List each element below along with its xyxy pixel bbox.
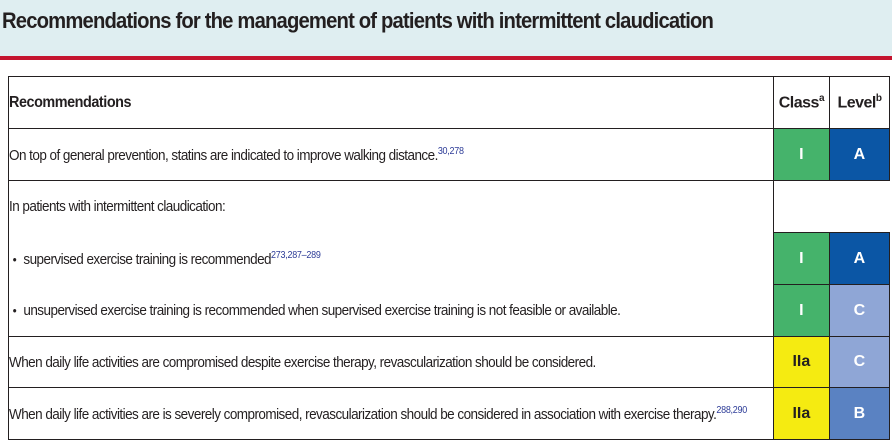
reference-link[interactable]: 288,290: [716, 404, 747, 416]
recommendation-text: When daily life activities are compromised despite exercise therapy, revascularization should be considered.: [9, 337, 774, 388]
bullet-icon: •: [12, 302, 17, 318]
bullet-icon: •: [12, 251, 17, 267]
level-badge: A: [829, 233, 889, 285]
class-badge: I: [773, 129, 829, 181]
reference-link[interactable]: 30,278: [437, 145, 464, 157]
table-row: [9, 181, 890, 233]
title-divider: [0, 56, 892, 60]
recommendation-bullet: • unsupervised exercise training is recommended when supervised exercise training is not feasible or available.: [9, 285, 774, 337]
empty-cell: [773, 181, 829, 233]
recommendations-table: [8, 76, 890, 440]
table-row: [9, 285, 890, 337]
recommendation-intro: In patients with intermittent claudication:: [9, 181, 774, 233]
class-badge: I: [773, 285, 829, 337]
reference-link[interactable]: 273,287–289: [271, 249, 321, 261]
table-row: [9, 337, 890, 388]
level-badge: A: [829, 129, 889, 181]
class-badge: I: [773, 233, 829, 285]
class-badge: IIa: [773, 337, 829, 388]
level-badge: C: [829, 337, 889, 388]
header-level: Level$^b$: [829, 77, 889, 129]
table-header-row: [9, 77, 890, 129]
title-bar: [0, 0, 892, 56]
recommendation-text: On top of general prevention, statins are indicated to improve walking distance.$^{30,278}$: [9, 129, 774, 181]
recommendation-text: When daily life activities are is severely compromised, revascularization should be considered in association with exercise therapy.$^{288,290}$: [9, 388, 774, 440]
table-row: [9, 388, 890, 440]
header-class: Class$^a$: [773, 77, 829, 129]
class-badge: IIa: [773, 388, 829, 440]
page-title: Recommendations for the management of patients with intermittent claudication: [2, 8, 714, 33]
recommendation-bullet: • supervised exercise training is recommended$^{273,287-289}$: [9, 233, 774, 285]
level-badge: B: [829, 388, 889, 440]
table-row: [9, 233, 890, 285]
empty-cell: [829, 181, 889, 233]
level-badge: C: [829, 285, 889, 337]
header-recommendations: Recommendations: [9, 77, 774, 129]
table-row: [9, 129, 890, 181]
